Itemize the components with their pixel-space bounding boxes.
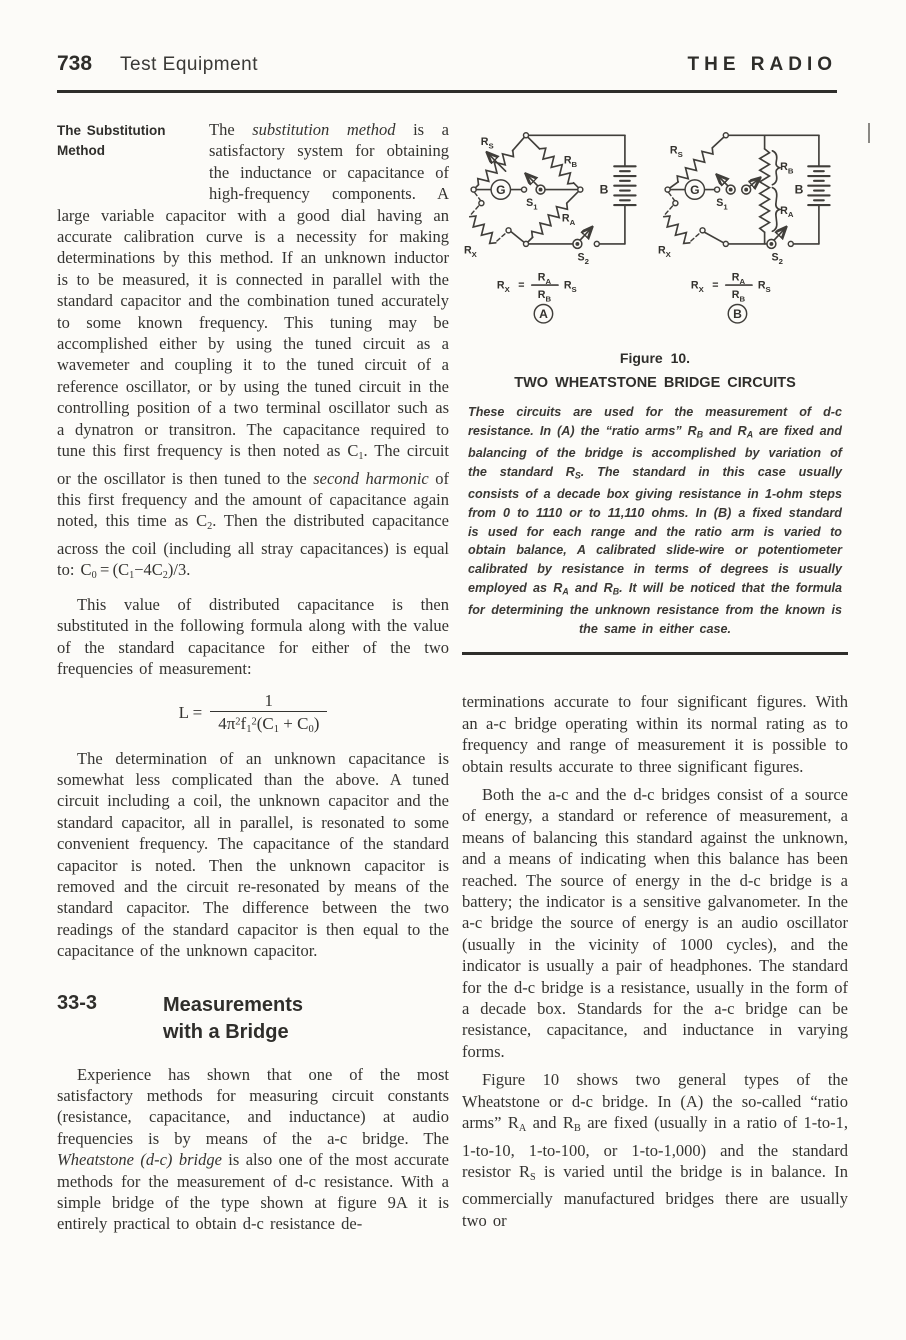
formula-rx: $R_X$ (690, 279, 704, 294)
circuit-b-resistors (660, 144, 769, 246)
figure-10-diagrams (462, 121, 848, 328)
label-rs: $R_S$ (669, 144, 683, 160)
circuit-a-formula (497, 272, 577, 304)
paragraph-bridge-elements: Both the a-c and the d-c bridges consist of a source of energy, a standard or reference of measurement, a means of balancing this standard against the unknown, and a means of indicating when this balance has been reached. The source of energy in the d-c bridge is a battery; the indicator is a sensitive galvanometer. In the a-c bridge the source of energy is an audio oscillator (usually in the vicinity of 1000 cycles), and the indicator is usually a pair of headphones. The standard for the d-c bridge is a resistance, usually in the form of a decade box. Standards for the a-c bridge can be resistance, capacitance, and inductance in varying forms. (462, 784, 848, 1061)
figure-caption: These circuits are used for the measurement of d-c resistance. In (A) the “ratio arms” $R_B$ and $R_A$ are fixed and balancing of the bridge is accomplished by variation of the standard $R_S$. The standard in this case usually consists of a decade box giving resistance in 1-ohm steps from 0 to 1110 or to 11,110 ohms. In (B) a fixed standard is used for each range and the ratio arm is varied to obtain balance, A calibrated slide-wire or potentiometer calibrated by resistance in terms of degrees is usually employed as $R_A$ and $R_B$. It will be noticed that the formula for determining the unknown resistance from the known is the same in either case. (468, 405, 843, 636)
run-in-heading-substitution-method (57, 119, 209, 185)
wheatstone-circuit-b (656, 121, 848, 328)
paragraph-accuracy: terminations accurate to four significant figures. With an a-c bridge operating within its normal rating as to frequency and range of measurement it is possible to obtain results accurate to three significant figures. (462, 692, 848, 776)
label-s2: $S_2$ (771, 251, 783, 266)
inductance-formula (57, 691, 449, 735)
label-s2: $S_2$ (577, 251, 589, 266)
formula-equals: = (712, 279, 719, 292)
figure-rule (462, 652, 848, 655)
chapter-title: Test Equipment (120, 54, 259, 75)
paragraph-unknown-capacitance: The determination of an unknown capacitance is somewhat less complicated than the above. A tuned circuit including a coil, the unknown capacitor and the standard capacitor, all in parallel, is resonated to some convenient frequency. The capacitance of the standard capacitor is noted. Then the unknown capacitor is removed and the circuit re-resonated by means of the standard capacitor. The difference between the two readings of the standard capacitor is then equal to the capacitance of the unknown capacitor. (57, 748, 449, 961)
formula-ra: $R_A$ (731, 271, 746, 287)
label-rs: $R_S$ (480, 135, 494, 151)
label-s1: $S_1$ (716, 197, 728, 212)
page-number: 738 (57, 52, 93, 75)
battery-symbol (808, 166, 829, 205)
formula-ra: $R_A$ (537, 271, 552, 287)
section-title-line: Measurements (163, 993, 304, 1016)
paragraph-text: The substitution method is a satisfactory system for obtaining the inductance or capacitance of high-frequency components. A large variable capacitor with a good dial having an accurate calibration curve is a necessity for making determinations by this method. If an unknown inductor is to be measured, it is connected in parallel with the standard capacitor and the combination tuned accurately to some known frequency. This tuning may be accomplished either by using the tuned circuit as a wavemeter and coupling it to the tuned circuit of a reference oscillator, or by using the tuned circuit in the controlling position of a two terminal oscillator such as a dynatron or transitron. The capacitance required to tune this first frequency is then noted as $C_1$. The circuit or the oscillator is then tuned to the second harmonic of this first frequency and the amount of capacitance again noted, this time as $C_2$. Then the distributed capacitance across the coil (including all stray capacitances) is equal to: $C_0 = (C_1-4C_2)/3$. (57, 120, 450, 582)
circuit-a-resistors (466, 145, 577, 246)
label-rb: $R_B$ (780, 161, 794, 176)
formula-lhs: L = (178, 703, 203, 723)
formula-numerator: 1 (264, 691, 274, 711)
formula-rs: $R_S$ (757, 279, 771, 294)
formula-denominator: $4\pi^2f_1^2(C_1 + C_0)$ (210, 711, 327, 735)
label-s1: $S_1$ (526, 197, 538, 212)
paragraph-bridge-intro: Experience has shown that one of the most satisfactory methods for measuring circuit constants (resistance, capacitance, and inductance) at audio frequencies is by means of the a-c bridge. The Wheatstone (d-c) bridge is also one of the most accurate methods for the measurement of d-c resistance. With a simple bridge of the type shown at figure 9A it is entirely practical to obtain d-c resistance de- (57, 1064, 449, 1234)
circuit-b-formula (691, 272, 771, 304)
label-battery: B (599, 182, 609, 197)
section-title (163, 992, 303, 1046)
formula-rs: $R_S$ (563, 279, 577, 294)
label-rx: $R_X$ (463, 244, 477, 259)
formula-rx: $R_X$ (496, 279, 510, 294)
galvanometer-label: G (690, 182, 700, 197)
circuit-a-tag: A (539, 307, 548, 322)
page-header (57, 52, 837, 76)
paragraph-formula-intro: This value of distributed capacitance is then substituted in the following formula along with the value of the standard capacitance for either of the two frequencies of measurement: (57, 594, 449, 678)
formula-equals: = (518, 279, 525, 292)
left-column (57, 119, 449, 1242)
figure-title: TWO WHEATSTONE BRIDGE CIRCUITS (514, 375, 796, 391)
label-ra: $R_A$ (561, 212, 576, 227)
formula-rb: $R_B$ (537, 289, 552, 304)
label-battery: B (794, 182, 804, 197)
battery-symbol (614, 166, 635, 205)
section-heading-33-3 (57, 992, 449, 1046)
slide-wire-braces (772, 151, 779, 231)
galvanometer-label: G (496, 182, 506, 197)
section-title-line: with a Bridge (163, 1020, 289, 1043)
label-rb: $R_B$ (563, 154, 578, 169)
label-rx: $R_X$ (657, 244, 671, 259)
paragraph-figure-10-discussion: Figure 10 shows two general types of the Wheatstone or d-c bridge. In (A) the so-called “ratio arms” $R_A$ and $R_B$ are fixed (usually in a ratio of 1-to-1, 1-to-10, 1-to-100, or 1-to-1,000) and the standard resistor $R_S$ is varied until the bridge is in balance. In commercially manufactured bridges there are usually two or (462, 1070, 848, 1230)
section-number: 33-3 (57, 991, 98, 1014)
scan-artifact-line (868, 123, 870, 143)
formula-rb: $R_B$ (731, 289, 746, 304)
heading-line: The Substitution (57, 123, 166, 138)
heading-line: Method (57, 143, 105, 159)
paragraph-substitution-method (57, 119, 449, 587)
wheatstone-circuit-a (462, 121, 654, 328)
figure-number: Figure 10. (619, 350, 691, 366)
header-rule (57, 90, 837, 93)
running-title: THE RADIO (687, 54, 837, 75)
label-ra: $R_A$ (780, 204, 794, 220)
formula-fraction (210, 691, 327, 735)
circuit-b-tag: B (733, 307, 742, 322)
right-column (462, 121, 848, 1238)
